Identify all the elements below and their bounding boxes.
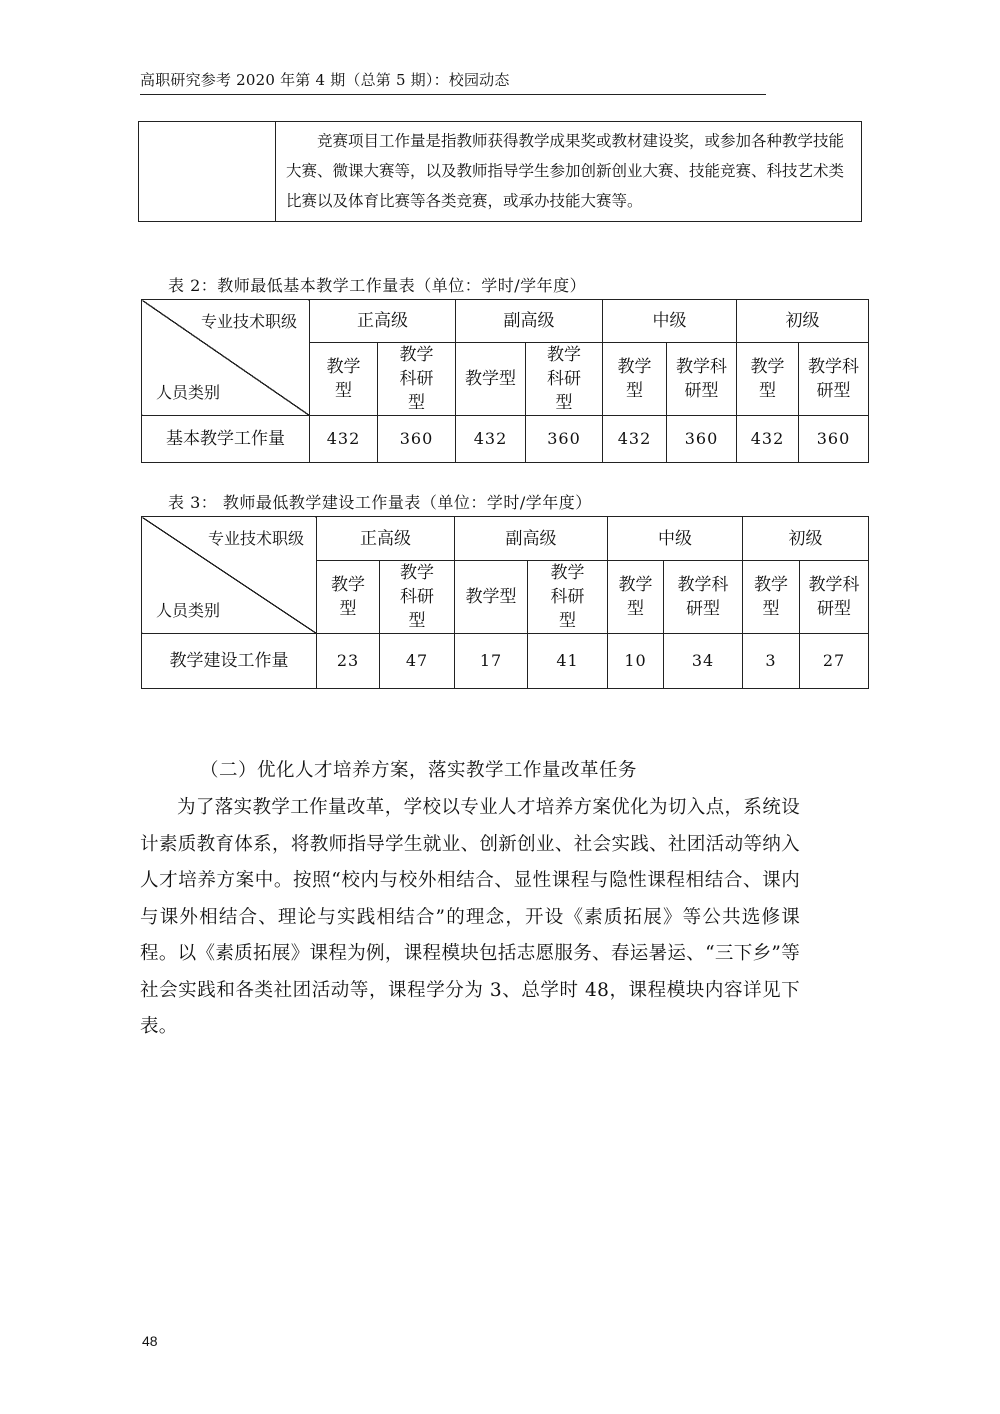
level-header: 正高级 [310,300,456,343]
value-cell: 41 [528,634,608,689]
page-number: 48 [142,1333,158,1349]
value-cell: 47 [380,634,455,689]
type-label: 教学科研型 [399,345,434,413]
type-header [608,561,664,634]
type-label: 教学型 [750,357,785,401]
value-cell: 432 [310,416,378,463]
type-header [380,561,455,634]
value-cell: 34 [664,634,743,689]
type-header [799,343,869,416]
row-label: 基本教学工作量 [142,416,310,463]
type-header [737,343,799,416]
type-label: 教学科研型 [808,575,860,619]
type-label: 教学科研型 [550,563,585,631]
diag-bottom-label: 人员类别 [156,383,221,402]
value-cell: 360 [799,416,869,463]
value-cell: 360 [667,416,737,463]
value-cell: 10 [608,634,664,689]
section-title: （二）优化人才培养方案，落实教学工作量改革任务 [200,760,638,781]
level-header: 中级 [608,517,743,561]
competition-workload-text: 竞赛项目工作量是指教师获得教学成果奖或教材建设奖，或参加各种教学技能大赛、微课大赛等，以及教师指导学生参加创新创业大赛、技能竞赛、科技艺术类比赛以及体育比赛等各类竞赛，或承办技能大赛等。 [286,131,845,210]
empty-cell [139,122,276,222]
type-label: 教学型 [331,575,365,619]
type-header [603,343,667,416]
type-label: 教学型 [617,357,652,401]
type-header [667,343,737,416]
diag-top-label: 专业技术职级 [207,529,304,548]
level-header: 正高级 [317,517,455,561]
type-header [528,561,608,634]
type-label: 教学科研型 [547,345,581,413]
level-header: 副高级 [455,517,608,561]
diagonal-header-cell [142,300,310,416]
value-cell: 360 [526,416,603,463]
level-header: 副高级 [456,300,603,343]
diag-top-label: 专业技术职级 [200,312,297,331]
value-cell: 360 [378,416,456,463]
type-label: 教学科研型 [676,357,727,401]
type-label: 教学型 [754,575,788,619]
type-label: 教学科研型 [808,357,859,401]
type-header [378,343,456,416]
running-header: 高职研究参考 2020 年第 4 期（总第 5 期）：校园动态 [140,70,766,95]
type-header [664,561,743,634]
level-header: 初级 [737,300,869,343]
value-cell: 432 [456,416,526,463]
competition-workload-cell [276,122,862,222]
type-header [743,561,800,634]
diag-bottom-label: 人员类别 [156,601,221,620]
level-header: 中级 [603,300,737,343]
type-header [456,343,526,416]
type-header [800,561,869,634]
type-label: 教学科研型 [400,563,434,631]
table3-caption: 表 3： 教师最低教学建设工作量表（单位：学时/学年度） [168,493,592,512]
type-header [526,343,603,416]
level-header: 初级 [743,517,869,561]
type-header [317,561,380,634]
value-cell: 3 [743,634,800,689]
type-header [455,561,528,634]
workload-description-table [138,121,862,222]
type-header [310,343,378,416]
body-paragraph-text: 为了落实教学工作量改革，学校以专业人才培养方案优化为切入点，系统设计素质教育体系，将教师指导学生就业、创新创业、社会实践、社团活动等纳入人才培养方案中。按照“校内与校外相结合、显性课程与隐性课程相结合、课内与课外相结合、理论与实践相结合”的理念，开设《素质拓展》等公共选修课程。以《素质拓展》课程为例，课程模块包括志愿服务、春运暑运、“三下乡”等社会实践和各类社团活动等，课程学分为 3、总学时 48，课程模块内容详见下表。 [140,797,800,1037]
teaching-construction-workload-table [141,516,869,689]
basic-teaching-workload-table [141,299,869,463]
value-cell: 23 [317,634,380,689]
type-label: 教学型 [465,587,517,607]
value-cell: 17 [455,634,528,689]
body-paragraph [140,790,800,1046]
type-label: 教学科研型 [677,575,729,619]
value-cell: 432 [603,416,667,463]
row-label: 教学建设工作量 [142,634,317,689]
table2-caption: 表 2：教师最低基本教学工作量表（单位：学时/学年度） [168,276,587,295]
value-cell: 27 [800,634,869,689]
value-cell: 432 [737,416,799,463]
type-label: 教学型 [465,369,516,389]
type-label: 教学型 [326,357,361,401]
type-label: 教学型 [618,575,653,619]
diagonal-header-cell [142,517,317,634]
